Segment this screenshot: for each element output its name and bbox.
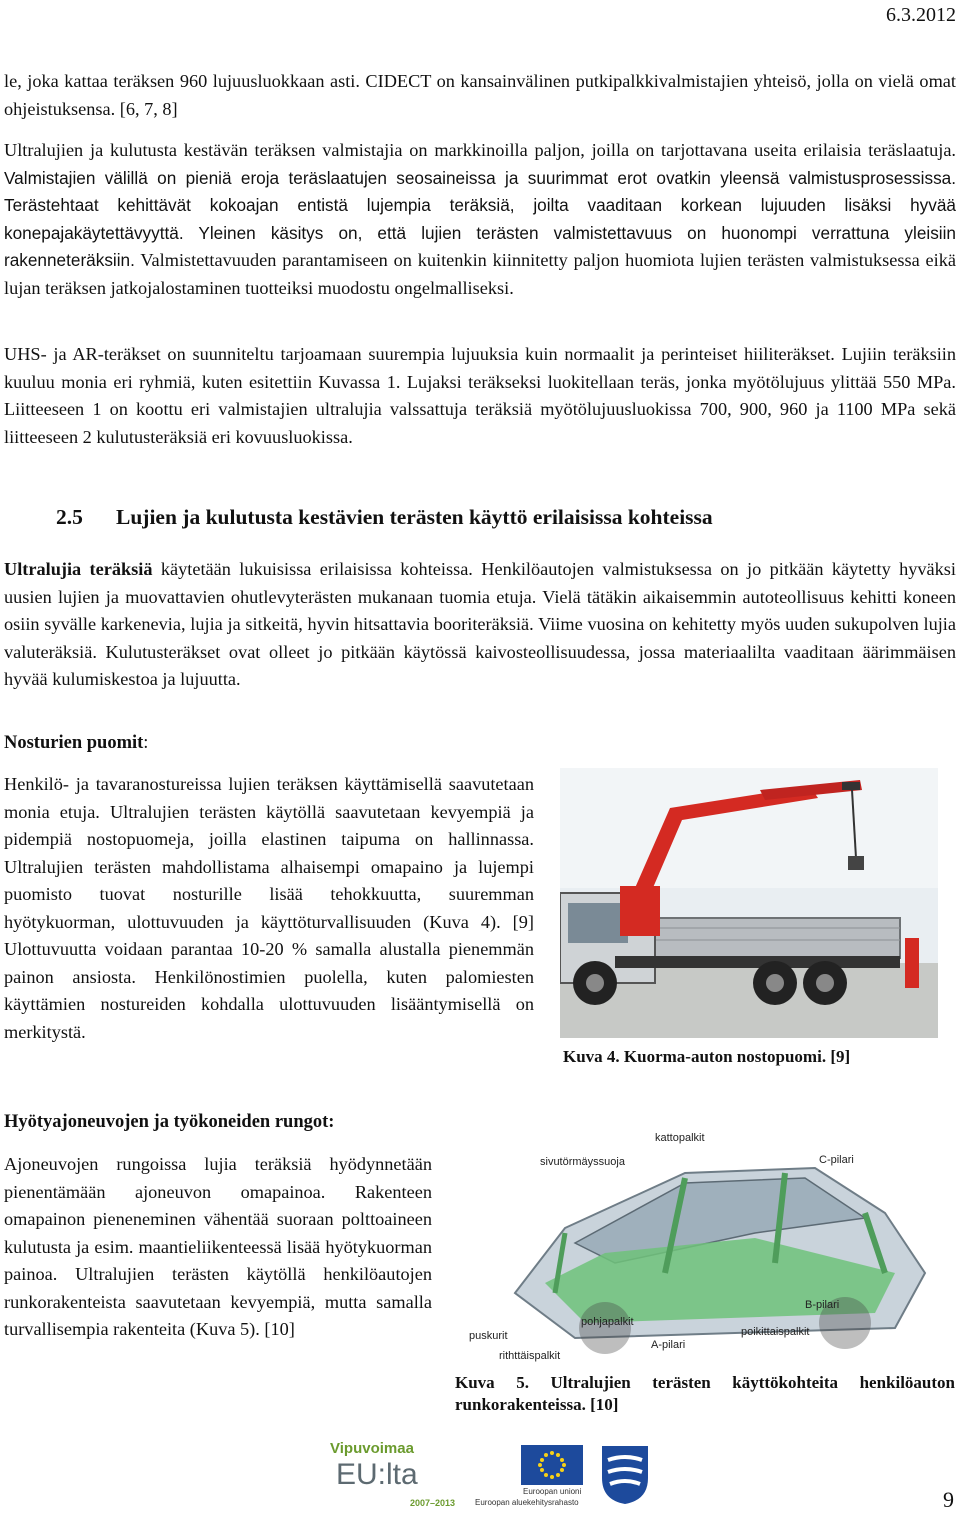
label-sivutormayssuoja: sivutörmäyssuoja xyxy=(540,1156,625,1168)
figure-truck-crane xyxy=(560,768,938,1038)
section-title: Lujien ja kulutusta kestävien terästen käyttö erilaisissa kohteissa xyxy=(116,505,713,529)
crest-svg xyxy=(600,1444,650,1506)
finland-crest-icon xyxy=(600,1444,650,1506)
label-poikittaispalkit: poikittaispalkit xyxy=(741,1326,810,1338)
paragraph-manufacturers-serif: Ultralujien ja kulutusta kestävän teräksen valmistajia on markkinoilla paljon, joilla on tarjottavana useita erilaisia teräslaatuja. xyxy=(4,140,956,160)
subheading-frames: Hyötyajoneuvojen ja työkoneiden rungot: xyxy=(4,1112,335,1132)
label-a-pilari: A-pilari xyxy=(651,1339,686,1351)
logo-years-text: 2007–2013 xyxy=(410,1498,456,1508)
paragraph-cidect: le, joka kattaa teräksen 960 lujuusluokkaan asti. CIDECT on kansainvälinen putkipalkkivalmistajien yhteisö, jolla on vielä omat ohjeistuksensa. [6, 7, 8] xyxy=(4,71,956,119)
paragraph-manufacturers xyxy=(4,137,956,302)
vipuvoimaa-logo xyxy=(330,1440,470,1510)
car-frame-illustration xyxy=(455,1123,955,1363)
label-b-pilari: B-pilari xyxy=(805,1299,840,1311)
section-number: 2.5 xyxy=(56,505,83,529)
eu-flag-block xyxy=(475,1445,595,1507)
subheading-cranes xyxy=(4,733,148,754)
paragraph-manufacturers-sans: Valmistajien välillä on pieniä eroja teräslaatujen seosaineissa ja suurimmat erot ovatkin yleensä valmistusprosessissa. Terästehtaat kehittävät kokoajan entistä lujempia teräksiä, joilta vaaditaan korkean lujuuden lisäksi hyvää konepajakäytettävyyttä. Yleinen käsitys on, että lujien terästen valmistettavuus on huonompi verrattuna yleisiin rakenneteräksiin. xyxy=(4,167,956,270)
label-puskurit: puskurit xyxy=(469,1330,508,1342)
paragraph-uhs-ar: UHS- ja AR-teräkset on suunniteltu tarjoamaan suurempia lujuuksia kuin normaalit ja perinteiset hiiliteräkset. Lujiin teräksiin kuuluu monia eri ryhmiä, kuten esitettiin Kuvassa 1. Lujaksi teräkseksi luokitellaan teräs, jonka myötölujuus ylittää 550 MPa. Liitteeseen 1 on koottu eri valmistajien ultralujia valssattuja teräksiä myötölujuusluokissa 700, 900, 960 ja 1100 MPa sekä liitteeseen 2 kulutusteräksiä eri kovuusluokissa. xyxy=(4,344,956,447)
label-kattopalkit: kattopalkit xyxy=(655,1132,705,1144)
eu-flag-icon xyxy=(521,1445,583,1485)
subheading-cranes-colon: : xyxy=(143,733,149,753)
subheading-cranes-bold: Nosturien puomit xyxy=(4,733,144,753)
paragraph-cranes: Henkilö- ja tavaranostureissa lujien teräksen käyttämisellä saavutetaan monia etuja. Ultralujien terästen käytöllä saavutetaan kevyempiä ja pidempiä nostopuomeja, joilla elastinen taipuma on hallinnassa. Ultralujien terästen mahdollistama alhaisempi omapaino ja lujempi puomisto tuovat nosturille lisää tehokkuutta, suuremman hyötykuorman, ulottuvuuden ja käyttöturvallisuuden (Kuva 4). [9] Ulottuvuutta voidaan parantaa 10-20 % samalla alustalla pienemmän painon ansiosta. Henkilönostimien puolella, kuten palomiesten käyttämien nostureiden kohdalla ulottuvuuden lisääntymisellä on merkitystä. xyxy=(4,774,534,1042)
paragraph-ultralujia-rest: käytetään lukuisissa erilaisissa kohteissa. Henkilöautojen valmistuksessa on jo pitkään käytetty hyväksi uusien lujien ja muovattavien ohutlevyterästen mukanaan tuomia etuja. Vielä tätäkin aikaisemmin autoteollisuus kehitti koneen osiin syvälle karkenevia, lujia ja sitkeitä, hyvin hitsattavia booriteräksiä. Viime vuosina on kehitetty myös uuden sukupolven lujia valuteräksiä. Kulutusteräkset ovat olleet jo pitkään käytössä kaivosteollisuudessa, jossa materiaalilta vaaditaan äärimmäisen hyvää kulumiskestoa ja lujuutta. xyxy=(4,559,956,689)
logo-vipuvoimaa-text: Vipuvoimaa xyxy=(330,1440,414,1457)
figure-4-caption: Kuva 4. Kuorma-auton nostopuomi. [9] xyxy=(563,1047,851,1066)
section-heading xyxy=(56,505,713,530)
page-number: 9 xyxy=(943,1487,954,1512)
paragraph-ultralujia xyxy=(4,556,956,694)
figure-5-caption: Kuva 5. Ultralujien terästen käyttökohteita henkilöauton runkorakenteissa. [10] xyxy=(455,1373,955,1414)
eu-text-line2: Euroopan aluekehitysrahasto xyxy=(475,1498,579,1507)
label-pohjapalkit: pohjapalkit xyxy=(581,1316,634,1328)
label-rithttaispalkit: rithttäispalkit xyxy=(499,1350,561,1362)
paragraph-frames: Ajoneuvojen rungoissa lujia teräksiä hyödynnetään pienentämään ajoneuvon omapainoa. Rakenteen omapainon pieneneminen vähentää suoraan polttoaineen kulutusta ja esim. maantieliikenteessä lisää hyötykuorman painoa. Ultralujien terästen käytöllä henkilöautojen runkorakenteista saavutetaan kevyempiä, mutta samalla turvallisempia rakenteita (Kuva 5). [10] xyxy=(4,1154,432,1339)
paragraph-ultralujia-bold: Ultralujia teräksiä xyxy=(4,559,153,579)
figure-car-frame xyxy=(455,1123,955,1363)
truck-crane-illustration xyxy=(560,768,938,1038)
logo-eulta-text: EU:lta xyxy=(336,1458,418,1491)
paragraph-manufacturers-tail: Valmistettavuuden parantamiseen on kuitenkin kiinnitetty paljon huomiota lujien terästen valmistuksessa eikä lujan teräksen jatkojalostaminen tuotteiksi muodostu ongelmalliseksi. xyxy=(4,250,956,298)
label-c-pilari: C-pilari xyxy=(819,1154,854,1166)
document-date: 6.3.2012 xyxy=(886,4,956,26)
eu-text-line1: Euroopan unioni xyxy=(523,1487,582,1496)
